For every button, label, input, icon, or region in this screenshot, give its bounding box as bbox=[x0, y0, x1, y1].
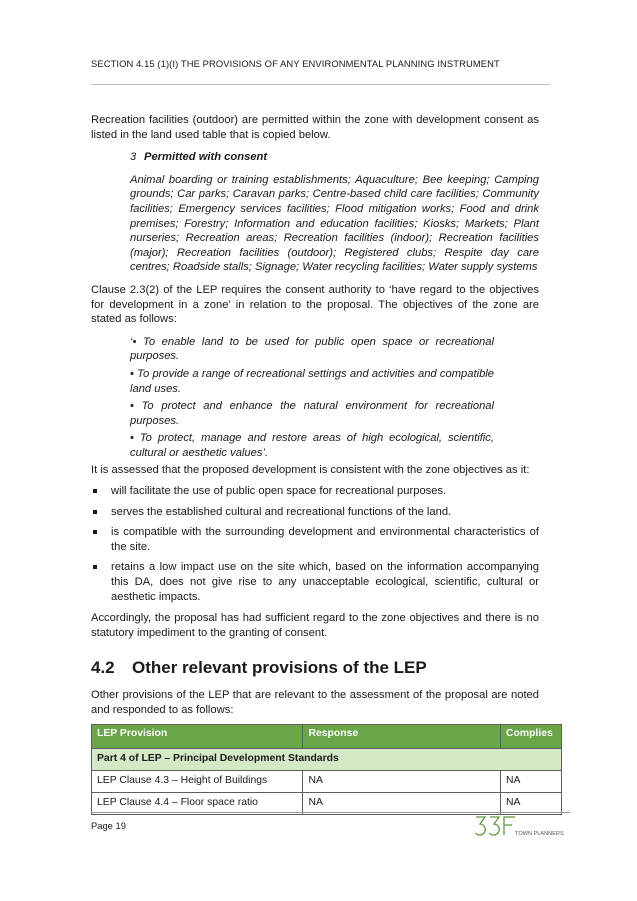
objective-item: • To protect and enhance the natural environment for recreational purposes. bbox=[130, 400, 494, 427]
running-header: SECTION 4.15 (1)(I) THE PROVISIONS OF ANY ENVIRONMENTAL PLANNING INSTRUMENT bbox=[91, 58, 500, 69]
table-group-row bbox=[92, 748, 562, 770]
list-item bbox=[91, 505, 539, 520]
objective-item: • To protect, manage and restore areas of high ecological, scientific, cultural or aesthetic values’. bbox=[130, 432, 494, 459]
bullet-text: will facilitate the use of public open space for recreational purposes. bbox=[111, 485, 447, 498]
permitted-uses-list: Animal boarding or training establishments; Aquaculture; Bee keeping; Camping grounds; Car parks; Caravan parks; Centre-based child care facilities; Community facilities; Emergency services facilities; Flood mitigation works; Food and drink premises; Forestry; Information and education facilities; Kiosks; Markets; Plant nurseries; Recreation areas; Recreation facilities (indoor); Recreation facilities (major); Recreation facilities (outdoor); Registered clubs; Respite day care centres; Roadside stalls; Signage; Water recycling facilities; Water supply systems bbox=[130, 173, 539, 274]
table-row bbox=[92, 792, 562, 814]
cell-complies: NA bbox=[501, 792, 562, 814]
bullet-text: is compatible with the surrounding development and environmental characteristics of the site. bbox=[111, 526, 539, 553]
section-title: Other relevant provisions of the LEP bbox=[132, 658, 427, 678]
clause-paragraph: Clause 2.3(2) of the LEP requires the consent authority to ‘have regard to the objectives for development in a zone’ in relation to the proposal. The objectives of the zone are stated as follows: bbox=[91, 283, 539, 326]
lep-provisions-table bbox=[91, 724, 562, 815]
column-header-provision: LEP Provision bbox=[92, 724, 303, 748]
list-item bbox=[91, 484, 539, 499]
section-heading bbox=[91, 658, 539, 678]
section-number: 4.2 bbox=[91, 658, 115, 678]
objective-item: ‘• To enable land to be used for public open space or recreational purposes. bbox=[130, 335, 494, 363]
footer-divider bbox=[91, 812, 570, 813]
assessment-bullets bbox=[91, 484, 539, 604]
logo-text: TOWN PLANNERS bbox=[515, 831, 564, 837]
permitted-number: 3 bbox=[130, 151, 137, 164]
objective-item: • To provide a range of recreational settings and activities and compatible land uses. bbox=[130, 367, 494, 395]
bullet-text: retains a low impact use on the site which, based on the information accompanying this DA, does not give rise to any unacceptable ecological, scientific, cultural or aesthetic impacts. bbox=[111, 561, 539, 603]
page-content bbox=[91, 113, 553, 815]
cell-complies: NA bbox=[501, 770, 562, 792]
permitted-heading-text: Permitted with consent bbox=[144, 151, 268, 164]
column-header-complies: Complies bbox=[501, 724, 562, 748]
header-divider bbox=[91, 84, 550, 85]
table-row bbox=[92, 770, 562, 792]
zone-objectives bbox=[130, 335, 494, 461]
table-header-row bbox=[92, 724, 562, 748]
list-item bbox=[91, 525, 539, 554]
cell-provision: LEP Clause 4.4 – Floor space ratio bbox=[92, 792, 303, 814]
intro-paragraph: Recreation facilities (outdoor) are permitted within the zone with development consent as listed in the land used table that is copied below. bbox=[91, 114, 539, 141]
page-number: Page 19 bbox=[91, 820, 126, 831]
company-logo bbox=[474, 814, 574, 838]
group-label: Part 4 of LEP – Principal Development Standards bbox=[92, 748, 562, 770]
assessment-intro: It is assessed that the proposed development is consistent with the zone objectives as it: bbox=[91, 464, 530, 477]
bullet-text: serves the established cultural and recreational functions of the land. bbox=[111, 505, 452, 518]
logo-mark bbox=[476, 817, 516, 835]
column-header-response: Response bbox=[303, 724, 501, 748]
cell-provision: LEP Clause 4.3 – Height of Buildings bbox=[92, 770, 303, 792]
list-item bbox=[91, 560, 539, 604]
permitted-heading bbox=[130, 150, 539, 165]
conclusion-paragraph: Accordingly, the proposal has had sufficient regard to the zone objectives and there is no statutory impediment to the granting of consent. bbox=[91, 612, 539, 639]
bullet-square-icon bbox=[93, 489, 97, 493]
cell-response: NA bbox=[303, 792, 501, 814]
lep-table-wrapper bbox=[91, 724, 562, 815]
bullet-square-icon bbox=[93, 530, 97, 534]
cell-response: NA bbox=[303, 770, 501, 792]
bullet-square-icon bbox=[93, 510, 97, 514]
bullet-square-icon bbox=[93, 565, 97, 569]
section-intro: Other provisions of the LEP that are relevant to the assessment of the proposal are noted and responded to as follows: bbox=[91, 689, 539, 716]
